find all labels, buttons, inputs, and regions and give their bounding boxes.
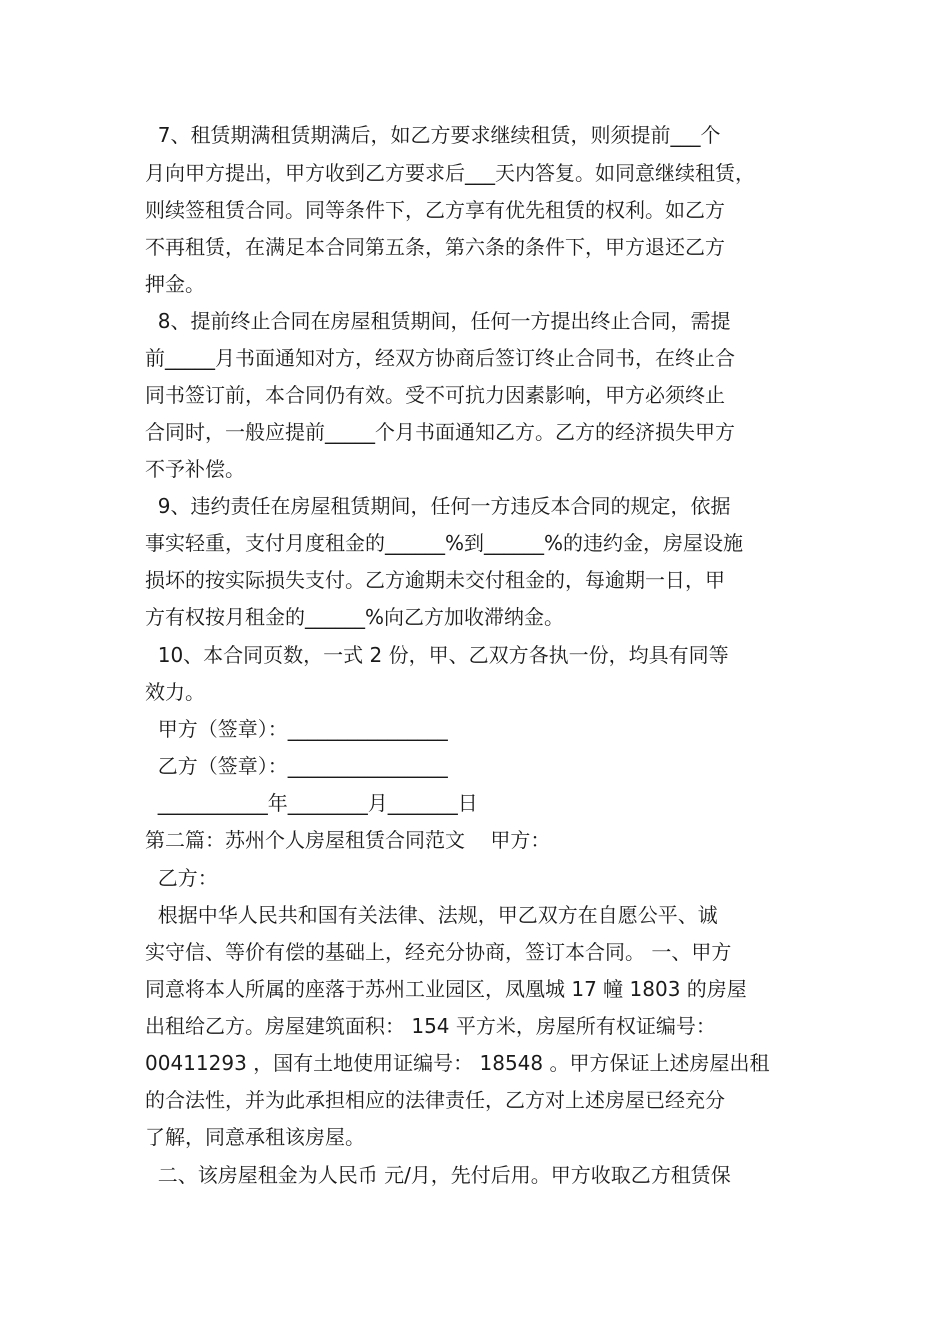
clause-7-line-3: 则续签租赁合同。同等条件下，乙方享有优先租赁的权利。如乙方 [145,198,725,222]
section-2-para-1-line-5: 00411293 ，国有土地使用证编号： 18548 。甲方保证上述房屋出租 [145,1051,770,1075]
section-2-para-1-line-4: 出租给乙方。房屋建筑面积： 154 平方米，房屋所有权证编号： [145,1014,716,1038]
clause-7-line-5: 押金。 [145,272,205,296]
section-2-para-2-line-1: 二、该房屋租金为人民币 元/月，先付后用。甲方收取乙方租赁保 [145,1163,731,1187]
clause-8-line-3: 同书签订前，本合同仍有效。受不可抗力因素影响，甲方必须终止 [145,383,725,407]
clause-10-line-1: 10、本合同页数，一式 2 份，甲、乙双方各执一份，均具有同等 [145,643,729,667]
clause-9-line-4: 方有权按月租金的______%向乙方加收滞纳金。 [145,605,565,629]
party-b-signature-line: 乙方（签章）：________________ [145,754,448,778]
clause-8-line-5: 不予补偿。 [145,457,245,481]
clause-9-line-1: 9、违约责任在房屋租赁期间，任何一方违反本合同的规定，依据 [145,494,731,518]
clause-8-line-1: 8、提前终止合同在房屋租赁期间，任何一方提出终止合同，需提 [145,309,731,333]
clause-9-line-3: 损坏的按实际损失支付。乙方逾期未交付租金的，每逾期一日，甲 [145,568,725,592]
party-a-signature-line: 甲方（签章）：________________ [145,717,448,741]
section-2-para-1-line-2: 实守信、等价有偿的基础上，经充分协商，签订本合同。 一、甲方 [145,940,732,964]
section-2-para-1-line-1: 根据中华人民共和国有关法律、法规，甲乙双方在自愿公平、诚 [145,903,718,927]
section-2-heading: 第二篇：苏州个人房屋租赁合同范文 甲方： [145,828,551,852]
section-2-para-1-line-3: 同意将本人所属的座落于苏州工业园区，凤凰城 17 幢 1803 的房屋 [145,977,747,1001]
date-line: ___________年________月_______日 [145,791,478,815]
clause-8-line-2: 前_____月书面通知对方，经双方协商后签订终止合同书，在终止合 [145,346,735,370]
clause-9-line-2: 事实轻重，支付月度租金的______%到______%的违约金，房屋设施 [145,531,744,555]
clause-10-line-2: 效力。 [145,680,205,704]
clause-7-line-2: 月向甲方提出，甲方收到乙方要求后___天内答复。如同意继续租赁， [145,161,755,185]
section-2-party-b: 乙方： [145,866,218,890]
section-2-para-1-line-7: 了解，同意承租该房屋。 [145,1125,365,1149]
clause-7-line-4: 不再租赁，在满足本合同第五条，第六条的条件下，甲方退还乙方 [145,235,725,259]
section-2-para-1-line-6: 的合法性，并为此承担相应的法律责任，乙方对上述房屋已经充分 [145,1088,725,1112]
clause-7-line-1: 7、租赁期满租赁期满后，如乙方要求继续租赁，则须提前___个 [145,123,721,147]
clause-8-line-4: 合同时，一般应提前_____个月书面通知乙方。乙方的经济损失甲方 [145,420,735,444]
